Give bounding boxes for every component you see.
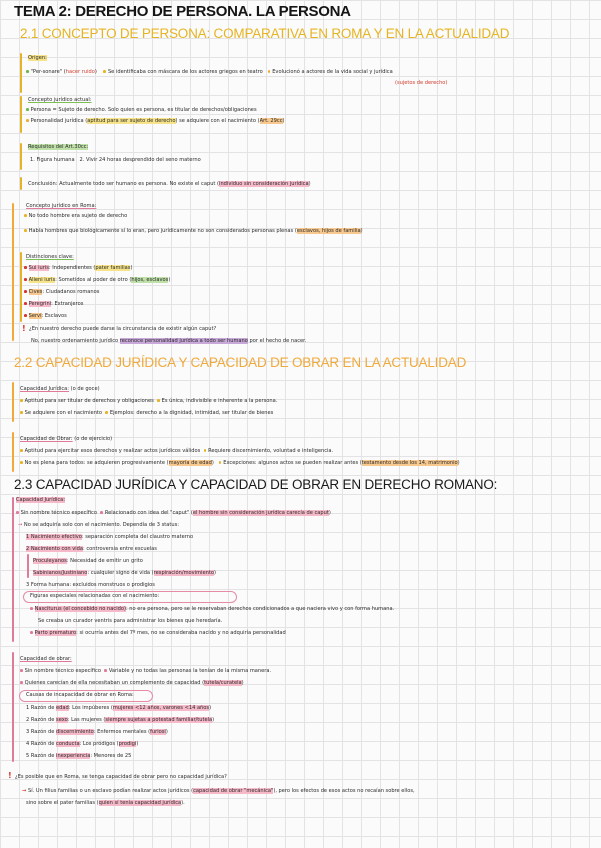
causas-label: Causas de incapacidad de obrar en Roma:: [26, 692, 134, 698]
status-3: 3 Forma humana: excluidos monstruos o prodigios: [26, 582, 155, 588]
co-roma-bracket: [12, 652, 14, 762]
page-title: TEMA 2: DERECHO DE PERSONA. LA PERSONA: [14, 3, 351, 20]
conclusion-bracket: [20, 177, 22, 190]
cj-actual-bracket: [12, 382, 14, 422]
cj-roma-line-2: → No se adquiría solo con el nacimiento. Dependía de 3 status:: [18, 522, 180, 528]
exclamation-icon: !: [22, 324, 26, 333]
final-answer-line-1: → Sí. Un filius familias o un esclavo podían realizar actos jurídicos (capacidad de obrar "mecánica"), pero los efectos de esos actos no recaían sobre ellos,: [22, 788, 415, 794]
concepto-line-2: Personalidad jurídica (aptitud para ser sujeto de derecho) se adquiere con el nacimiento (Art. 29cc): [26, 118, 285, 125]
requisitos-bracket: [20, 143, 22, 170]
cj-actual-line-2: Se adquiere con el nacimiento Ejemplos: derecho a la dignidad, intimidad, ser titular de bienes: [20, 410, 273, 417]
distinciones-label: Distinciones clave:: [26, 254, 74, 260]
origen-bracket: [20, 53, 22, 93]
status-1: 1 Nacimiento efectivo: separación completa del claustro materno: [26, 534, 194, 540]
roma-line-2: Había hombres que biológicamente sí lo eran, pero jurídicamente no son considerados personas plenas (esclavos, hijos de familia): [24, 228, 363, 235]
cj-roma-label: Capacidad Jurídica:: [16, 497, 65, 503]
causa-discernimiento: 3 Razón de discernimiento: Enfermos mentales (furiosi): [26, 729, 168, 735]
section-2-3-heading: 2.3 CAPACIDAD JURÍDICA Y CAPACIDAD DE OBRAR EN DERECHO ROMANO:: [14, 477, 498, 492]
roma-bracket: [12, 203, 14, 341]
final-answer-line-2: sino sobre el pater familias (quien sí tenía capacidad jurídica).: [26, 800, 185, 806]
requisitos-label: Requisitos del Art.30cc:: [28, 144, 89, 150]
origen-label: Origen:: [28, 55, 47, 61]
section-2-2-heading: 2.2 CAPACIDAD JURÍDICA Y CAPACIDAD DE OBRAR EN LA ACTUALIDAD: [14, 355, 467, 370]
co-actual-line-1: Aptitud para ejercitar esos derechos y realizar actos jurídicos válidos Requiere discernimiento, voluntad e inteligencia.: [20, 448, 333, 455]
concepto-label: Concepto jurídico actual:: [28, 97, 92, 103]
co-roma-label: Capacidad de obrar:: [20, 656, 72, 662]
roma-label: Concepto jurídico en Roma:: [26, 203, 97, 209]
concepto-bracket: [20, 96, 22, 133]
status-2-bracket: [27, 554, 29, 578]
exclamation-icon-2: !: [8, 771, 12, 780]
parto-prematuro: Parto prematuro: si ocurría antes del 7º mes, no se consideraba nacido y no adquiría personalidad: [30, 630, 286, 637]
causa-edad: 1 Razón de edad: Los impúberes (mujeres <12 años, varones <14 años): [26, 705, 212, 711]
co-actual-bracket: [12, 432, 14, 472]
nasciturus: Nasciturus (el concebido no nacido): no era persona, pero se le reservaban derechos condicionados a que naciera vivo y con forma humana.: [30, 606, 394, 613]
concepto-line-1: Persona = Sujeto de derecho. Solo quien es persona, es titular de derechos/obligaciones: [26, 107, 257, 114]
causa-conducta: 4 Razón de conducta: Los pródigos (prodigi): [26, 741, 139, 747]
co-actual-label: Capacidad de Obrar: (o de ejercicio): [20, 436, 113, 442]
origen-line: "Per-sonare" (hacer ruido) Se identificaba con máscara de los actores griegos en teatro Evolucionó a actores de la vida social y jurídica: [26, 69, 393, 76]
status-2: 2 Nacimiento con vida: controversia entre escuelas: [26, 546, 157, 552]
question-caput: ¿En nuestro derecho puede darse la circunstancia de existir algún caput?: [29, 326, 217, 332]
cj-actual-line-1: Aptitud para ser titular de derechos y obligaciones Es única, indivisible e inherente a la persona.: [20, 398, 277, 405]
cj-actual-label: Capacidad Jurídica: (o de goce): [20, 386, 100, 392]
sabinianos: Sabinianos/Justiniano: cualquier signo de vida (respiración/movimiento): [33, 570, 216, 576]
cj-roma-line-1: Sin nombre técnico específico Relacionado con idea del "caput" (el hombre sin consideración jurídica carecía de caput): [16, 510, 331, 517]
co-actual-line-2: No es plena para todos: se adquieren progresivamente (mayoría de edad) Excepciones: algunos actos se pueden realizar antes (testamento desde los 14, matrimonio): [20, 460, 460, 467]
cj-roma-bracket: [12, 497, 14, 642]
dist-sui-iuris: Sui iuris: Independientes (pater familias): [24, 265, 132, 272]
dist-alieni-iuris: Alieni iuris: Sometidos al poder de otro (hijos, esclavos): [24, 277, 170, 284]
section-2-1-heading: 2.1 CONCEPTO DE PERSONA: COMPARATIVA EN ROMA Y EN LA ACTUALIDAD: [20, 26, 510, 41]
curador-ventris: Se creaba un curador ventris para administrar los bienes que heredaría.: [38, 618, 223, 624]
conclusion-line: Conclusión: Actualmente todo ser humano es persona. No existe el caput (individuo sin consideración jurídica): [28, 181, 311, 187]
co-roma-line-1: Sin nombre técnico específico Variable y no todas las personas la tenían de la misma manera.: [20, 668, 271, 675]
final-question: ¿Es posible que en Roma, se tenga capacidad de obrar pero no capacidad jurídica?: [15, 774, 227, 780]
causa-inexperiencia: 5 Razón de inexperiencia: Menores de 25: [26, 753, 132, 759]
origen-note: (sujetos de derecho): [395, 80, 448, 86]
proculeyanos: Proculeyanos: Necesidad de emitir un grito: [33, 558, 143, 564]
requisitos-items: 1. Figura humana 2. Vivir 24 horas desprendido del seno materno: [30, 157, 201, 163]
answer-caput: No, nuestro ordenamiento jurídico reconoce personalidad jurídica a todo ser humano por el hecho de nacer.: [31, 338, 307, 344]
roma-line-1: No todo hombre era sujeto de derecho: [24, 213, 127, 220]
distinciones-bracket: [20, 252, 22, 322]
figuras-especiales: Figuras especiales relacionadas con el nacimiento:: [30, 593, 160, 599]
dist-servi: Servi: Esclavos: [24, 313, 67, 320]
dist-cives: Cives: Ciudadanos romanos: [24, 289, 99, 296]
dist-peregrini: Peregrini: Extranjeros: [24, 301, 83, 308]
co-roma-line-2: Quienes carecían de ella necesitaban un complemento de capacidad (tutela/curatela): [20, 680, 244, 687]
causa-sexo: 2 Razón de sexo: Las mujeres (siempre sujetas a potestad familiar/tutela): [26, 717, 215, 723]
